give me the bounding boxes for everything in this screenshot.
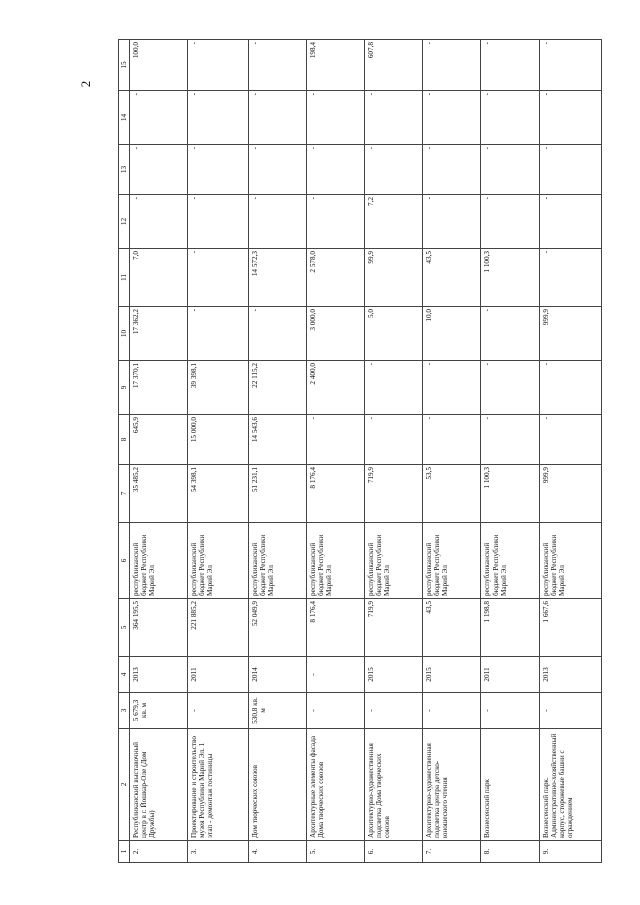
col-7-value-cell: 35 485,2 [130,465,188,523]
col-8-value-cell: - [306,415,364,465]
col-8-value-cell: - [423,415,481,465]
col-13-value-cell: - [481,145,539,195]
col-9-value-cell: 17 370,1 [130,361,188,415]
col-15-value-cell: - [423,40,481,91]
col-9-value-cell: 22 115,2 [248,361,306,415]
funding-source-cell: республиканский бюджет Республики Марий Эл [188,523,248,599]
table-row [188,40,248,863]
col-14-value-cell: - [481,91,539,145]
estimated-cost-cell: 52 049,9 [248,599,306,657]
table-row [306,40,364,863]
col-8-value-cell: - [539,415,601,465]
year-cell: - [306,657,364,693]
col-13-value-cell: - [423,145,481,195]
object-name-cell: Архитектурные элементы фасада Дома творческих союзов [306,729,364,841]
column-header: 15 [119,40,130,91]
estimated-cost-cell: 719,9 [365,599,423,657]
capacity-cell: - [306,693,364,729]
col-12-value-cell: - [481,195,539,249]
column-header: 6 [119,523,130,599]
row-number-cell: 4. [248,841,306,863]
col-12-value-cell: - [539,195,601,249]
estimated-cost-cell: 1 667,6 [539,599,601,657]
col-15-value-cell: 198,4 [306,40,364,91]
column-header: 4 [119,657,130,693]
col-10-value-cell: - [248,307,306,361]
col-9-value-cell: 39 398,1 [188,361,248,415]
column-header: 12 [119,195,130,249]
capacity-cell: 5 679,3 кв. м [130,693,188,729]
table-body [130,40,602,863]
col-9-value-cell: - [481,361,539,415]
col-15-value-cell: - [539,40,601,91]
col-10-value-cell: 10,0 [423,307,481,361]
column-header: 1 [119,841,130,863]
col-11-value-cell: 14 572,3 [248,249,306,307]
col-12-value-cell: - [423,195,481,249]
funding-source-cell: республиканский бюджет Республики Марий Эл [306,523,364,599]
year-cell: 2011 [481,657,539,693]
col-10-value-cell: - [188,307,248,361]
row-number-cell: 5. [306,841,364,863]
col-15-value-cell: 607,8 [365,40,423,91]
funding-source-cell: республиканский бюджет Республики Марий Эл [481,523,539,599]
year-cell: 2013 [130,657,188,693]
col-8-value-cell: 14 543,6 [248,415,306,465]
object-name-cell: Дом творческих союзов [248,729,306,841]
funding-source-cell: республиканский бюджет Республики Марий Эл [248,523,306,599]
funding-source-cell: республиканский бюджет Республики Марий Эл [365,523,423,599]
year-cell: 2013 [539,657,601,693]
column-header: 11 [119,249,130,307]
col-7-value-cell: 1 100,3 [481,465,539,523]
column-header: 2 [119,729,130,841]
col-9-value-cell: - [423,361,481,415]
year-cell: 2011 [188,657,248,693]
capacity-cell: 530,8 кв. м [248,693,306,729]
col-14-value-cell: - [365,91,423,145]
col-15-value-cell: - [248,40,306,91]
col-11-value-cell: - [188,249,248,307]
capacity-cell: - [423,693,481,729]
row-number-cell: 8. [481,841,539,863]
row-number-cell: 6. [365,841,423,863]
col-12-value-cell: - [188,195,248,249]
col-7-value-cell: 719,9 [365,465,423,523]
rotated-table-frame [118,40,602,863]
col-14-value-cell: - [130,91,188,145]
col-14-value-cell: - [188,91,248,145]
col-12-value-cell: 7,2 [365,195,423,249]
investment-table [118,39,602,863]
year-cell: 2015 [365,657,423,693]
object-name-cell: Вознесенский парк [481,729,539,841]
estimated-cost-cell: 8 176,4 [306,599,364,657]
column-header: 13 [119,145,130,195]
year-cell: 2014 [248,657,306,693]
row-number-cell: 7. [423,841,481,863]
col-11-value-cell: 1 100,3 [481,249,539,307]
column-header: 3 [119,693,130,729]
col-8-value-cell: 15 000,0 [188,415,248,465]
col-13-value-cell: - [248,145,306,195]
col-14-value-cell: - [248,91,306,145]
table-row [130,40,188,863]
funding-source-cell: республиканский бюджет Республики Марий Эл [539,523,601,599]
col-11-value-cell: 2 578,0 [306,249,364,307]
column-header: 9 [119,361,130,415]
col-12-value-cell: - [306,195,364,249]
col-10-value-cell: - [481,307,539,361]
col-11-value-cell: 7,0 [130,249,188,307]
table-row [481,40,539,863]
col-15-value-cell: 100,0 [130,40,188,91]
col-7-value-cell: 8 176,4 [306,465,364,523]
column-number-row [119,40,130,863]
estimated-cost-cell: 364 195,5 [130,599,188,657]
column-header: 7 [119,465,130,523]
table-row [423,40,481,863]
col-11-value-cell: - [539,249,601,307]
col-9-value-cell: - [539,361,601,415]
capacity-cell: - [481,693,539,729]
funding-source-cell: республиканский бюджет Республики Марий Эл [423,523,481,599]
col-7-value-cell: 53,5 [423,465,481,523]
col-7-value-cell: 999,9 [539,465,601,523]
object-name-cell: Архитектурно-художественная подсветка центра детско-юношеского чтения [423,729,481,841]
col-13-value-cell: - [188,145,248,195]
col-10-value-cell: 3 000,0 [306,307,364,361]
col-14-value-cell: - [539,91,601,145]
row-number-cell: 3. [188,841,248,863]
column-header: 8 [119,415,130,465]
col-8-value-cell: 645,9 [130,415,188,465]
col-15-value-cell: - [188,40,248,91]
col-11-value-cell: 99,9 [365,249,423,307]
col-10-value-cell: 5,0 [365,307,423,361]
col-8-value-cell: - [365,415,423,465]
table-row [365,40,423,863]
col-15-value-cell: - [481,40,539,91]
col-12-value-cell: - [130,195,188,249]
capacity-cell: - [188,693,248,729]
col-7-value-cell: 51 231,1 [248,465,306,523]
estimated-cost-cell: 43,5 [423,599,481,657]
col-13-value-cell: - [130,145,188,195]
capacity-cell: - [365,693,423,729]
object-name-cell: Проектирование и строительство музея Республики Марий Эл. 1 этап - демонтаж гостиницы [188,729,248,841]
col-10-value-cell: 17 362,2 [130,307,188,361]
col-10-value-cell: 999,9 [539,307,601,361]
col-13-value-cell: - [365,145,423,195]
column-header: 5 [119,599,130,657]
col-11-value-cell: 43,5 [423,249,481,307]
row-number-cell: 9. [539,841,601,863]
year-cell: 2015 [423,657,481,693]
row-number-cell: 2. [130,841,188,863]
col-14-value-cell: - [423,91,481,145]
object-name-cell: Вознесенский парк. Административно-хозяйственный корпус, сторожевые башни с ограждением [539,729,601,841]
capacity-cell: - [539,693,601,729]
col-8-value-cell: - [481,415,539,465]
page-number: 2 [78,80,93,88]
table-row [539,40,601,863]
table-row [248,40,306,863]
column-header: 10 [119,307,130,361]
column-header: 14 [119,91,130,145]
object-name-cell: Республиканский выставочный центр в г. Йошкар-Оле (Дом Дружбы) [130,729,188,841]
col-14-value-cell: - [306,91,364,145]
col-9-value-cell: - [365,361,423,415]
col-12-value-cell: - [248,195,306,249]
col-13-value-cell: - [306,145,364,195]
col-9-value-cell: 2 400,0 [306,361,364,415]
estimated-cost-cell: 221 885,2 [188,599,248,657]
funding-source-cell: республиканский бюджет Республики Марий Эл [130,523,188,599]
col-13-value-cell: - [539,145,601,195]
col-7-value-cell: 54 398,1 [188,465,248,523]
object-name-cell: Архитектурно-художественная подсветка Дома творческих союзов [365,729,423,841]
estimated-cost-cell: 1 198,8 [481,599,539,657]
